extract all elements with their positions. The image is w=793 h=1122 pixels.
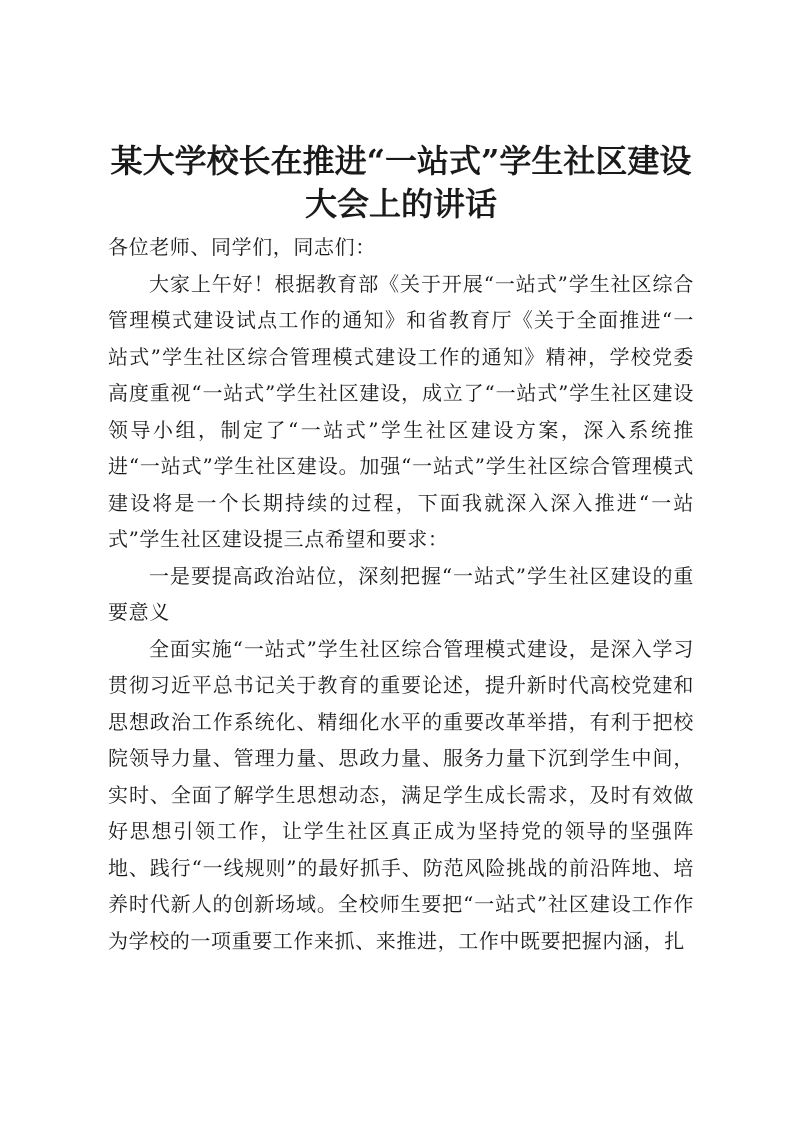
salutation: 各位老师、同学们，同志们： (108, 235, 376, 259)
paragraph-greeting: 大家上午好！根据教育部《关于开展“一站式”学生社区综合管理模式建设试点工作的通知》和省教育厅《关于全面推进“一站式”学生社区综合管理模式建设工作的通知》精神，学校党委高度重视“一站式”学生社区建设，成立了“一站式”学生社区建设领导小组，制定了“一站式”学生社区建设方案，深入系统推进“一站式”学生社区建设。加强“一站式”学生社区综合管理模式建设将是一个长期持续的过程，下面我就深入深入推进“一站式”学生社区建设提三点希望和要求： (108, 271, 694, 551)
paragraph-implementation: 全面实施“一站式”学生社区综合管理模式建设，是深入学习贯彻习近平总书记关于教育的重要论述，提升新时代高校党建和思想政治工作系统化、精细化水平的重要改革举措，有利于把校院领导力量、管理力量、思政力量、服务力量下沉到学生中间，实时、全面了解学生思想动态，满足学生成长需求，及时有效做好思想引领工作，让学生社区真正成为坚持党的领导的坚强阵地、践行“一线规则”的最好抓手、防范风险挑战的前沿阵地、培养时代新人的创新场域。全校师生要把“一站式”社区建设工作作为学校的一项重要工作来抓、来推进，工作中既要把握内涵，扎 (108, 636, 694, 953)
document-content (108, 140, 694, 959)
document-title: 某大学校长在推进“一站式”学生社区建设大会上的讲话 (110, 142, 692, 223)
section-heading-one: 一是要提高政治站位，深刻把握“一站式”学生社区建设的重要意义 (108, 563, 694, 624)
